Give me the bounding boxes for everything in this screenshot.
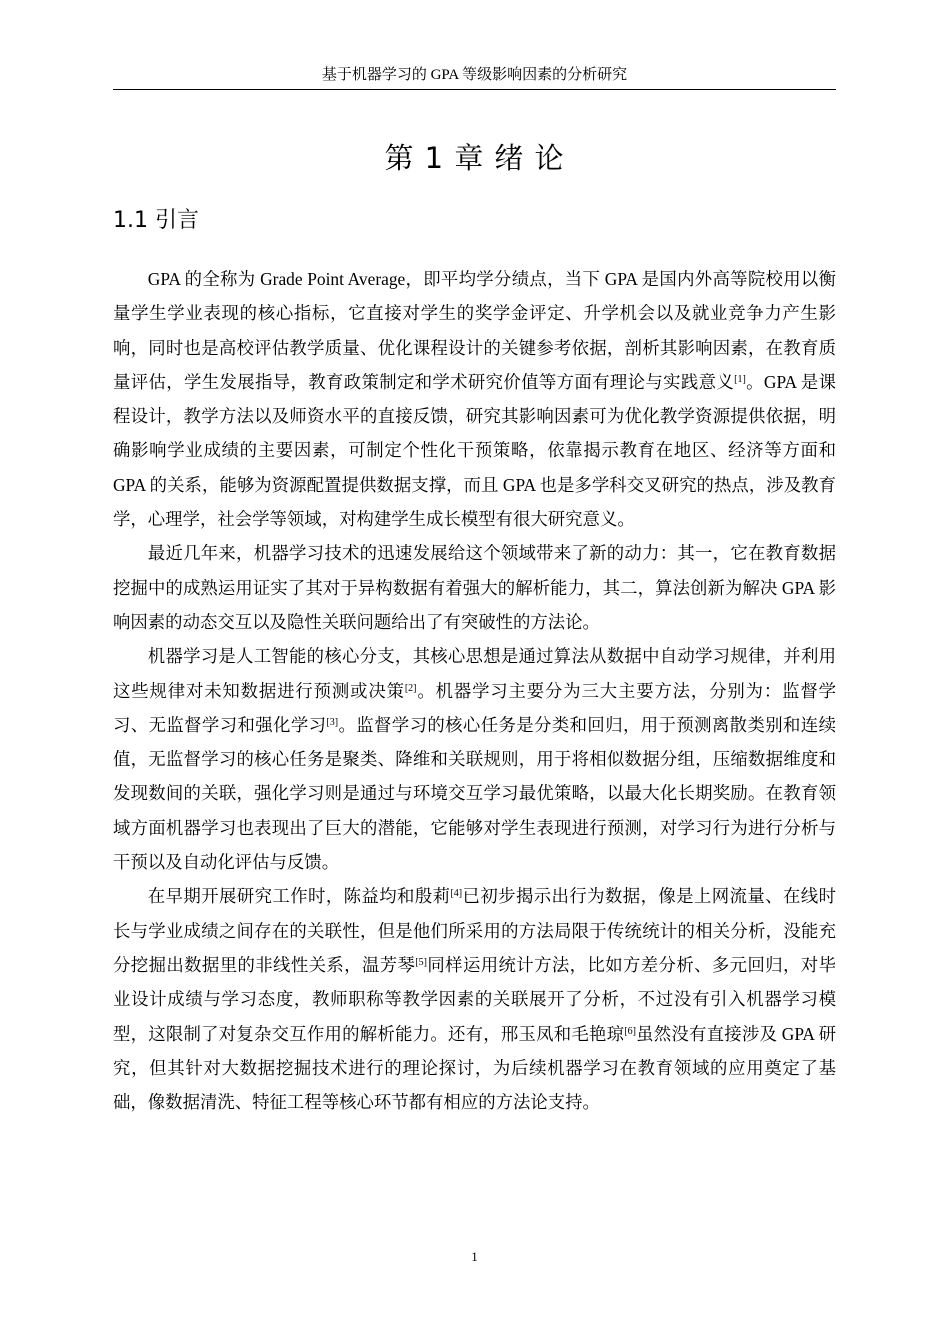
citation-ref: [3] xyxy=(326,716,339,728)
header-rule xyxy=(113,89,836,90)
running-header: 基于机器学习的 GPA 等级影响因素的分析研究 xyxy=(321,67,628,83)
paragraph-text: 。监督学习的核心任务是分类和回归，用于预测离散类别和连续值，无监督学习的核心任务是聚类、降维和关联规则，用于将相似数据分组，压缩数据维度和发现数间的关联，强化学习则是通过与环境交互学习最优策略，以最大化长期奖励。在教育领域方面机器学习也表现出了巨大的潜能，它能够对学生表现进行预测，对学习行为进行分析与干预以及自动化评估与反馈。 xyxy=(113,714,836,873)
paragraph-1 xyxy=(113,262,836,536)
paragraph-text: 已初步揭示出行为数据，像是上网流量、在线时长与学业成绩之间存在的关联性，但是他们所采用的方法局限于传统统计的相关分析，没能充分挖掘出数据里的非线性关系，温芳琴 xyxy=(113,886,836,975)
paragraph-text: 最近几年来，机器学习技术的迅速发展给这个领域带来了新的动力：其一，它在教育数据挖掘中的成熟运用证实了其对于异构数据有着强大的解析能力，其二，算法创新为解决 GPA 影响因素的动态交互以及隐性关联问题给出了有突破性的方法论。 xyxy=(113,543,836,632)
paragraph-text: GPA 的全称为 Grade Point Average，即平均学分绩点，当下 GPA 是国内外高等院校用以衡量学生学业表现的核心指标，它直接对学生的奖学金评定、升学机会以及就业竞争力产生影响，同时也是高校评估教学质量、优化课程设计的关键参考依据，剖析其影响因素，在教育质量评估，学生发展指导，教育政策制定和学术研究价值等方面有理论与实践意义 xyxy=(113,269,836,392)
chapter-number: 第 1 章 xyxy=(384,141,485,175)
paragraph-text: 在早期开展研究工作时，陈益均和殷莉 xyxy=(147,886,451,907)
citation-ref: [1] xyxy=(734,373,746,385)
paragraph-text: 。GPA 是课程设计，教学方法以及师资水平的直接反馈，研究其影响因素可为优化教学资源提供依据，明确影响学业成绩的主要因素，可制定个性化干预策略，依靠揭示教育在地区、经济等方面和 GPA 的关系，能够为资源配置提供数据支撑，而且 GPA 也是多学科交叉研究的热点，涉及教育学，心理学，社会学等领域，对构建学生成长模型有很大研究意义。 xyxy=(113,371,836,530)
paragraph-text: 虽然没有直接涉及 GPA 研究，但其针对大数据挖掘技术进行的理论探讨，为后续机器学习在教育领域的应用奠定了基础，像数据清洗、特征工程等核心环节都有相应的方法论支持。 xyxy=(113,1023,836,1113)
section-title: 1.1 引言 xyxy=(113,208,199,233)
paragraph-text: 同样运用统计方法，比如方差分析、多元回归，对毕业设计成绩与学习态度，教师职称等教学因素的关联展开了分析，不过没有引入机器学习模型，这限制了对复杂交互作用的解析能力。还有，邢玉凤和毛艳琼 xyxy=(113,954,836,1044)
paragraph-text: 机器学习是人工智能的核心分支，其核心思想是通过算法从数据中自动学习规律，并利用这些规律对未知数据进行预测或决策 xyxy=(113,646,836,701)
page-number: 1 xyxy=(471,1249,478,1264)
body-text xyxy=(113,262,836,1119)
paragraph-3 xyxy=(113,639,836,879)
citation-ref: [4] xyxy=(450,888,463,900)
paragraph-2 xyxy=(113,536,836,639)
citation-ref: [6] xyxy=(624,1025,636,1037)
chapter-name: 绪 论 xyxy=(494,141,565,175)
paragraph-4 xyxy=(113,879,836,1119)
citation-ref: [2] xyxy=(404,682,417,694)
chapter-title xyxy=(113,138,836,178)
paragraph-text: 。机器学习主要分为三大主要方法，分别为：监督学习、无监督学习和强化学习 xyxy=(113,680,836,735)
citation-ref: [5] xyxy=(415,956,427,968)
